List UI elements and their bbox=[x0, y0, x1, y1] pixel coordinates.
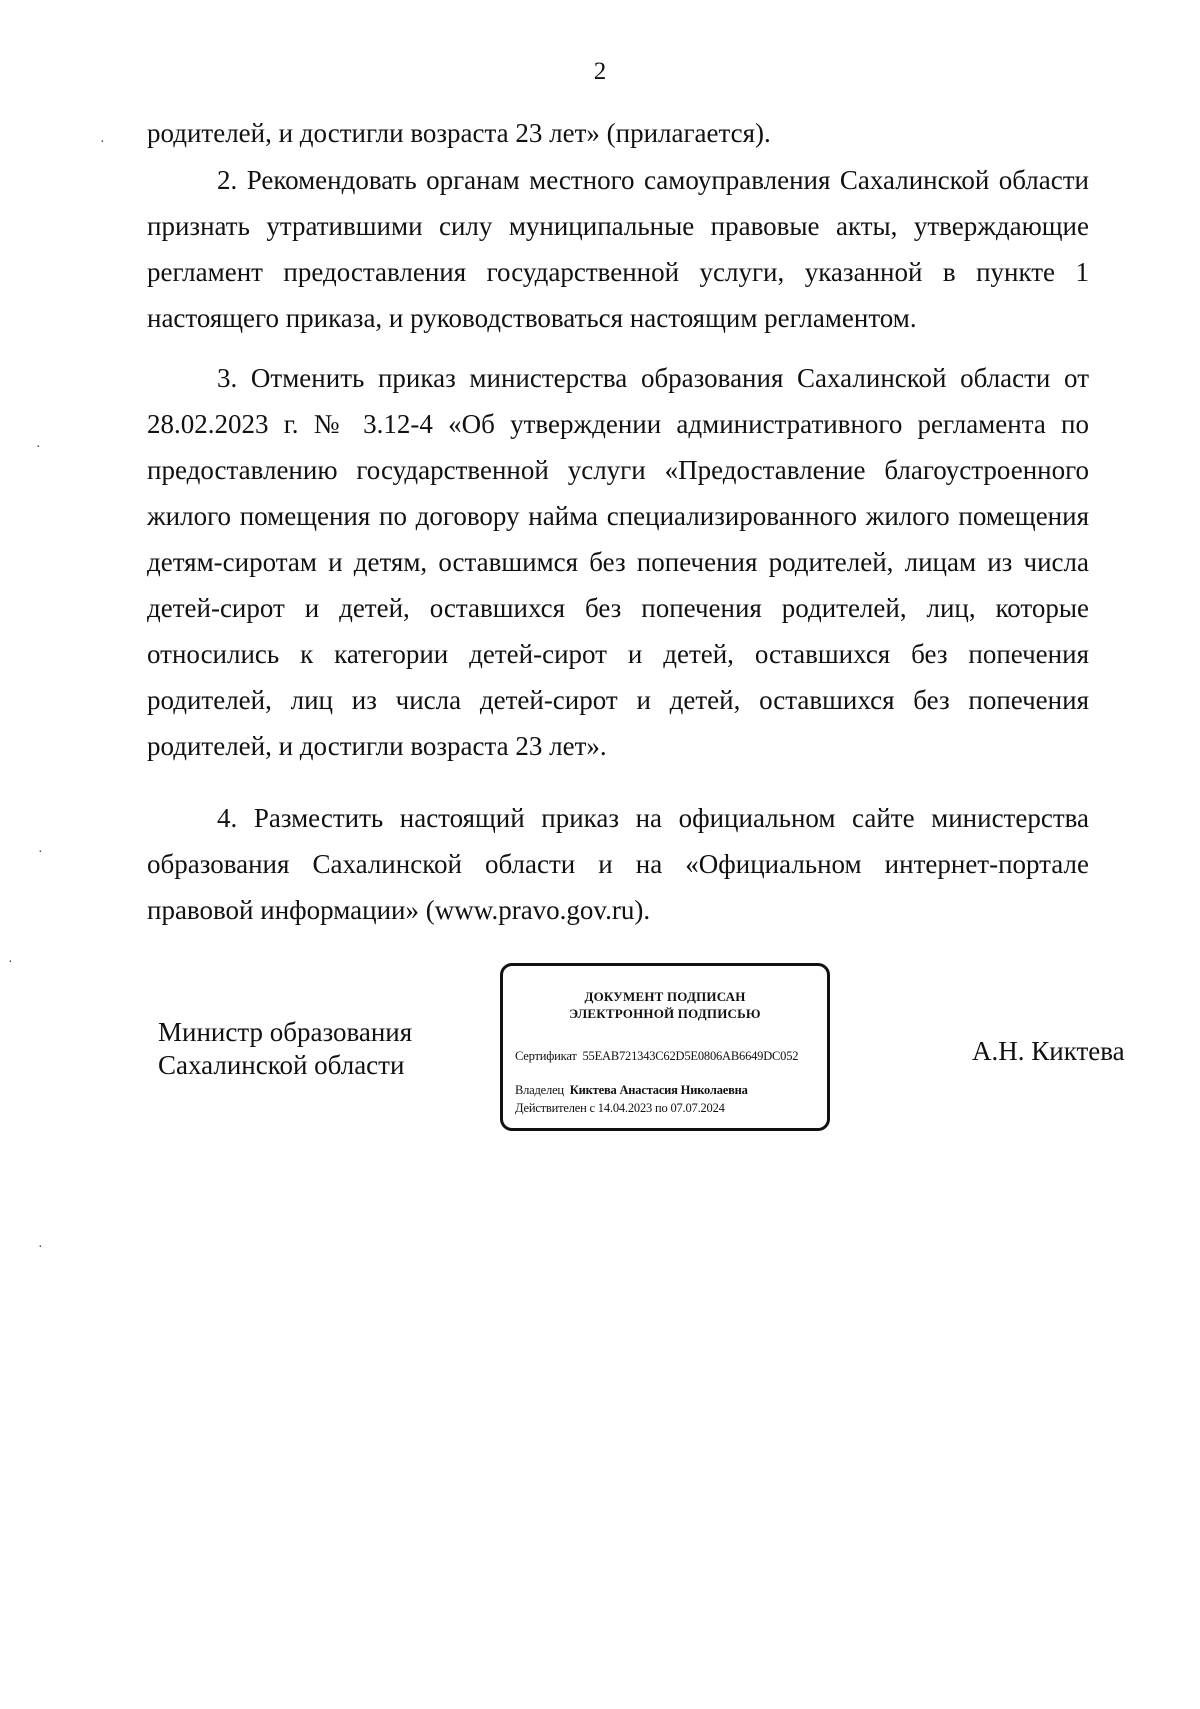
scan-speck: · bbox=[36, 440, 41, 455]
signer-title-line-1: Министр образования bbox=[158, 1017, 413, 1047]
paragraph-item-2: 2. Рекомендовать органам местного самоуправления Сахалинской области признать утратившими силу муниципальные правовые акты, утверждающие регламент предоставления государственной услуги, указанной в пункте 1 настоящего приказа, и руководствоваться настоящим регламентом. bbox=[147, 165, 1089, 333]
stamp-validity: Действителен с 14.04.2023 по 07.07.2024 bbox=[515, 1101, 725, 1115]
electronic-signature-stamp bbox=[500, 963, 830, 1131]
scan-speck: · bbox=[100, 135, 105, 150]
scan-speck: · bbox=[38, 1240, 43, 1255]
stamp-owner-value: Киктева Анастасия Николаевна bbox=[569, 1083, 748, 1097]
stamp-certificate-label: Сертификат bbox=[515, 1049, 577, 1063]
stamp-header-line-1: ДОКУМЕНТ ПОДПИСАН bbox=[584, 989, 746, 1004]
signer-title bbox=[158, 1016, 412, 1082]
stamp-certificate bbox=[515, 1049, 798, 1064]
signer-title-line-2: Сахалинской области bbox=[158, 1050, 405, 1080]
stamp-certificate-value: 55EAB721343C62D5E0806AB6649DC052 bbox=[582, 1049, 799, 1063]
scan-speck: · bbox=[8, 955, 13, 970]
signer-name: А.Н. Киктева bbox=[972, 1036, 1125, 1066]
scan-speck: · bbox=[38, 845, 43, 860]
paragraph-item-3: 3. Отменить приказ министерства образования Сахалинской области от 28.02.2023 г. № 3.12-4 «Об утверждении административного регламента по предоставлению государственной услуги «Предоставление благоустроенного жилого помещения по договору найма специализированного жилого помещения детям-сиротам и детям, оставшимся без попечения родителей, лицам из числа детей-сирот и детей, оставшихся без попечения родителей, лиц, которые относились к категории детей-сирот и детей, оставшихся без попечения родителей, лиц из числа детей-сирот и детей, оставшихся без попечения родителей, и достигли возраста 23 лет». bbox=[147, 363, 1089, 761]
page-number: 2 bbox=[593, 58, 607, 85]
stamp-header bbox=[503, 988, 827, 1022]
stamp-owner-label: Владелец bbox=[515, 1083, 564, 1097]
paragraph-item-4: 4. Разместить настоящий приказ на официальном сайте министерства образования Сахалинской области и на «Официальном интернет-портале правовой информации» (www.pravo.gov.ru). bbox=[147, 803, 1089, 925]
stamp-owner bbox=[515, 1083, 748, 1098]
stamp-header-line-2: ЭЛЕКТРОННОЙ ПОДПИСЬЮ bbox=[569, 1006, 761, 1021]
paragraph-continuation: родителей, и достигли возраста 23 лет» (прилагается). bbox=[147, 118, 771, 148]
